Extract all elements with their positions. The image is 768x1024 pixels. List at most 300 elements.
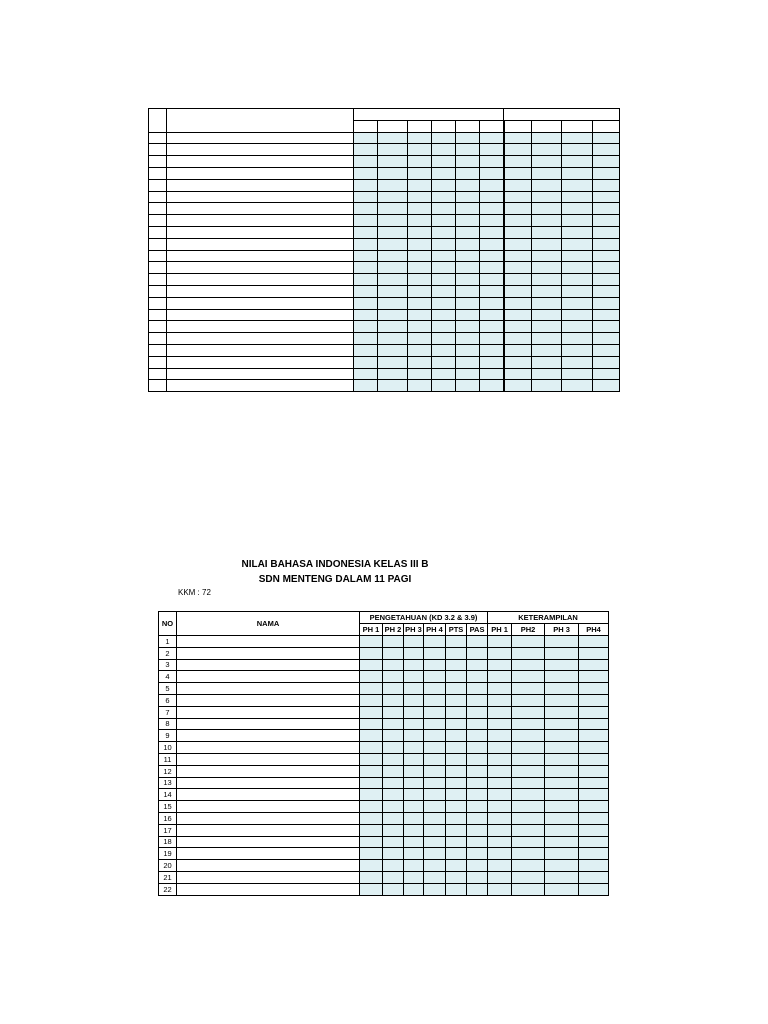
score-cell (424, 801, 446, 813)
row-number: 21 (159, 871, 177, 883)
row-number: 12 (159, 765, 177, 777)
row-number: 13 (159, 777, 177, 789)
blank-no-cell (149, 274, 167, 286)
score-cell (360, 765, 383, 777)
score-cell (424, 765, 446, 777)
score-cell (488, 659, 512, 671)
blank-score-cell (432, 179, 456, 191)
score-cell (360, 706, 383, 718)
blank-name-cell (167, 203, 354, 215)
score-cell (446, 789, 467, 801)
header-pengetahuan-ph3: PH 3 (405, 625, 422, 634)
score-cell (383, 765, 404, 777)
score-cell (360, 718, 383, 730)
blank-score-cell (354, 344, 378, 356)
score-cell (446, 683, 467, 695)
blank-score-cell (432, 156, 456, 168)
blank-table-row (149, 368, 620, 380)
blank-score-cell (378, 356, 408, 368)
score-cell (383, 730, 404, 742)
row-number: 5 (159, 683, 177, 695)
score-cell (512, 671, 545, 683)
blank-score-cell (504, 333, 532, 345)
score-cell (512, 883, 545, 895)
blank-score-cell (593, 309, 620, 321)
grade-table-row (159, 860, 609, 872)
blank-score-cell (593, 203, 620, 215)
blank-name-cell (167, 167, 354, 179)
blank-score-cell (504, 380, 532, 392)
blank-score-cell (562, 380, 593, 392)
blank-no-cell (149, 144, 167, 156)
score-cell (467, 860, 488, 872)
blank-score-cell (504, 156, 532, 168)
score-cell (446, 765, 467, 777)
blank-no-cell (149, 333, 167, 345)
header-pengetahuan-ph4: PH 4 (424, 624, 446, 636)
score-cell (404, 812, 424, 824)
blank-score-cell (408, 285, 432, 297)
header-no: NO (159, 612, 177, 636)
row-number: 11 (159, 753, 177, 765)
score-cell (579, 647, 609, 659)
score-cell (383, 848, 404, 860)
score-cell (360, 753, 383, 765)
blank-subheader (504, 120, 532, 132)
score-cell (424, 836, 446, 848)
blank-score-cell (562, 250, 593, 262)
blank-score-cell (504, 368, 532, 380)
student-name-cell (177, 659, 360, 671)
blank-score-cell (354, 226, 378, 238)
blank-score-cell (562, 321, 593, 333)
score-cell (512, 871, 545, 883)
blank-score-cell (408, 297, 432, 309)
blank-score-cell (432, 144, 456, 156)
blank-score-cell (480, 297, 504, 309)
score-cell (467, 753, 488, 765)
student-name-cell (177, 671, 360, 683)
score-cell (579, 730, 609, 742)
blank-subheader (408, 120, 432, 132)
blank-score-cell (408, 250, 432, 262)
blank-score-cell (480, 274, 504, 286)
blank-score-cell (593, 226, 620, 238)
blank-score-cell (354, 203, 378, 215)
blank-score-cell (562, 309, 593, 321)
blank-table-row (149, 226, 620, 238)
blank-score-cell (562, 144, 593, 156)
score-cell (446, 753, 467, 765)
score-cell (404, 683, 424, 695)
score-cell (383, 812, 404, 824)
score-cell (545, 777, 579, 789)
score-cell (404, 753, 424, 765)
blank-score-cell (532, 368, 562, 380)
blank-name-cell (167, 132, 354, 144)
blank-score-cell (593, 368, 620, 380)
score-cell (424, 647, 446, 659)
grade-table-row (159, 742, 609, 754)
blank-score-cell (504, 132, 532, 144)
blank-table-row (149, 333, 620, 345)
header-nama: NAMA (177, 612, 360, 636)
row-number: 16 (159, 812, 177, 824)
blank-score-cell (408, 203, 432, 215)
grade-header-row-1 (159, 612, 609, 624)
score-cell (446, 871, 467, 883)
blank-score-cell (593, 380, 620, 392)
score-cell (579, 765, 609, 777)
student-name-cell (177, 777, 360, 789)
blank-header-nama (167, 109, 354, 133)
grade-table-row (159, 836, 609, 848)
score-cell (488, 636, 512, 648)
blank-subheader (593, 120, 620, 132)
blank-score-cell (432, 226, 456, 238)
blank-name-cell (167, 226, 354, 238)
blank-table-row (149, 144, 620, 156)
score-cell (579, 824, 609, 836)
score-cell (383, 836, 404, 848)
score-cell (424, 671, 446, 683)
score-cell (424, 871, 446, 883)
blank-name-cell (167, 179, 354, 191)
blank-score-cell (562, 356, 593, 368)
blank-table-row (149, 380, 620, 392)
student-name-cell (177, 848, 360, 860)
score-cell (404, 765, 424, 777)
blank-score-cell (432, 238, 456, 250)
blank-score-cell (480, 167, 504, 179)
score-cell (360, 694, 383, 706)
blank-table-row (149, 321, 620, 333)
score-cell (488, 706, 512, 718)
score-cell (383, 706, 404, 718)
blank-name-cell (167, 238, 354, 250)
blank-score-cell (354, 144, 378, 156)
blank-score-cell (562, 167, 593, 179)
score-cell (446, 824, 467, 836)
score-cell (488, 765, 512, 777)
score-cell (446, 718, 467, 730)
grade-table-row (159, 883, 609, 895)
grade-table-row (159, 659, 609, 671)
blank-score-cell (378, 215, 408, 227)
blank-subheader (378, 120, 408, 132)
score-cell (424, 753, 446, 765)
blank-score-cell (480, 215, 504, 227)
blank-no-cell (149, 226, 167, 238)
blank-score-cell (456, 238, 480, 250)
score-cell (512, 753, 545, 765)
blank-score-cell (504, 179, 532, 191)
blank-score-cell (562, 191, 593, 203)
score-cell (467, 718, 488, 730)
blank-score-cell (504, 321, 532, 333)
blank-score-cell (432, 285, 456, 297)
score-cell (467, 730, 488, 742)
score-cell (467, 848, 488, 860)
blank-score-cell (354, 285, 378, 297)
blank-score-cell (354, 309, 378, 321)
row-number: 19 (159, 848, 177, 860)
blank-no-cell (149, 262, 167, 274)
blank-score-cell (504, 356, 532, 368)
score-cell (467, 636, 488, 648)
score-cell (545, 718, 579, 730)
score-cell (488, 848, 512, 860)
score-cell (360, 671, 383, 683)
blank-table-row (149, 344, 620, 356)
blank-score-cell (480, 333, 504, 345)
score-cell (488, 883, 512, 895)
score-cell (404, 801, 424, 813)
blank-score-cell (408, 321, 432, 333)
blank-table-row (149, 356, 620, 368)
row-number: 1 (159, 636, 177, 648)
score-cell (360, 647, 383, 659)
blank-score-cell (456, 226, 480, 238)
score-cell (383, 871, 404, 883)
score-cell (579, 659, 609, 671)
blank-score-cell (408, 333, 432, 345)
blank-score-cell (378, 167, 408, 179)
blank-score-cell (504, 297, 532, 309)
blank-score-cell (456, 250, 480, 262)
blank-score-cell (532, 179, 562, 191)
score-cell (512, 801, 545, 813)
blank-score-cell (456, 285, 480, 297)
score-cell (360, 871, 383, 883)
blank-no-cell (149, 179, 167, 191)
blank-score-cell (432, 368, 456, 380)
blank-table-row (149, 285, 620, 297)
blank-score-cell (480, 203, 504, 215)
blank-score-cell (532, 203, 562, 215)
header-keterampilan: KETERAMPILAN (488, 612, 609, 624)
kkm-label: KKM : 72 (178, 588, 211, 597)
score-cell (404, 647, 424, 659)
student-name-cell (177, 812, 360, 824)
blank-score-cell (354, 215, 378, 227)
blank-table-row (149, 167, 620, 179)
score-cell (424, 694, 446, 706)
blank-score-cell (456, 356, 480, 368)
blank-score-cell (408, 309, 432, 321)
blank-score-cell (532, 191, 562, 203)
row-number: 15 (159, 801, 177, 813)
blank-name-cell (167, 380, 354, 392)
score-cell (404, 694, 424, 706)
blank-score-cell (408, 368, 432, 380)
blank-score-cell (354, 356, 378, 368)
blank-score-cell (532, 321, 562, 333)
score-cell (545, 848, 579, 860)
score-cell (446, 706, 467, 718)
blank-score-cell (532, 380, 562, 392)
blank-no-cell (149, 156, 167, 168)
blank-score-cell (593, 215, 620, 227)
blank-header-group-2 (504, 109, 620, 121)
blank-score-cell (532, 167, 562, 179)
blank-score-cell (378, 156, 408, 168)
score-cell (579, 683, 609, 695)
blank-name-cell (167, 356, 354, 368)
blank-name-cell (167, 321, 354, 333)
blank-score-cell (593, 321, 620, 333)
blank-score-cell (504, 309, 532, 321)
blank-score-cell (532, 215, 562, 227)
blank-score-cell (432, 215, 456, 227)
score-cell (383, 801, 404, 813)
score-cell (424, 812, 446, 824)
header-keterampilan-ph2: PH2 (512, 624, 545, 636)
student-name-cell (177, 871, 360, 883)
blank-score-cell (432, 262, 456, 274)
score-cell (383, 671, 404, 683)
blank-score-cell (480, 285, 504, 297)
blank-score-cell (456, 321, 480, 333)
score-cell (512, 636, 545, 648)
blank-score-cell (532, 144, 562, 156)
header-pengetahuan-ph2: PH 2 (383, 624, 404, 636)
score-cell (545, 636, 579, 648)
score-cell (545, 801, 579, 813)
blank-score-cell (456, 203, 480, 215)
blank-score-cell (504, 274, 532, 286)
score-cell (404, 883, 424, 895)
blank-score-cell (480, 321, 504, 333)
blank-score-cell (378, 297, 408, 309)
blank-name-cell (167, 215, 354, 227)
blank-score-cell (593, 285, 620, 297)
blank-subheader (354, 120, 378, 132)
score-cell (360, 789, 383, 801)
blank-score-cell (504, 344, 532, 356)
score-cell (545, 753, 579, 765)
score-cell (467, 765, 488, 777)
blank-score-cell (408, 156, 432, 168)
blank-score-cell (504, 191, 532, 203)
score-cell (512, 789, 545, 801)
score-cell (467, 883, 488, 895)
blank-name-cell (167, 285, 354, 297)
student-name-cell (177, 636, 360, 648)
blank-score-cell (378, 250, 408, 262)
blank-score-cell (354, 250, 378, 262)
blank-score-cell (354, 156, 378, 168)
score-cell (545, 647, 579, 659)
score-cell (446, 836, 467, 848)
score-cell (467, 871, 488, 883)
score-cell (404, 742, 424, 754)
row-number: 9 (159, 730, 177, 742)
score-cell (467, 789, 488, 801)
blank-score-cell (432, 321, 456, 333)
blank-score-cell (480, 238, 504, 250)
blank-no-cell (149, 215, 167, 227)
blank-table-row (149, 309, 620, 321)
student-name-cell (177, 683, 360, 695)
score-cell (512, 706, 545, 718)
score-cell (360, 742, 383, 754)
blank-score-cell (378, 274, 408, 286)
blank-score-cell (593, 156, 620, 168)
blank-subheader (532, 120, 562, 132)
score-cell (545, 812, 579, 824)
score-cell (360, 659, 383, 671)
blank-no-cell (149, 238, 167, 250)
score-cell (446, 742, 467, 754)
blank-no-cell (149, 132, 167, 144)
blank-score-cell (456, 262, 480, 274)
blank-score-cell (354, 321, 378, 333)
grade-table-row (159, 694, 609, 706)
score-cell (383, 694, 404, 706)
score-cell (424, 636, 446, 648)
blank-score-cell (354, 380, 378, 392)
blank-score-cell (480, 368, 504, 380)
blank-score-cell (504, 215, 532, 227)
score-cell (545, 824, 579, 836)
score-cell (424, 777, 446, 789)
blank-score-cell (480, 309, 504, 321)
score-cell (545, 683, 579, 695)
score-cell (424, 742, 446, 754)
student-name-cell (177, 765, 360, 777)
row-number: 10 (159, 742, 177, 754)
blank-score-cell (456, 309, 480, 321)
row-number: 17 (159, 824, 177, 836)
score-cell (404, 718, 424, 730)
blank-score-cell (408, 144, 432, 156)
score-cell (488, 718, 512, 730)
score-cell (467, 647, 488, 659)
score-cell (360, 824, 383, 836)
score-cell (545, 671, 579, 683)
blank-no-cell (149, 203, 167, 215)
blank-score-cell (432, 132, 456, 144)
score-cell (446, 694, 467, 706)
score-cell (467, 836, 488, 848)
score-cell (383, 647, 404, 659)
score-cell (579, 742, 609, 754)
header-keterampilan-ph4: PH4 (579, 624, 609, 636)
blank-score-cell (456, 179, 480, 191)
blank-header-row-1 (149, 109, 620, 121)
row-number: 3 (159, 659, 177, 671)
blank-score-cell (480, 356, 504, 368)
score-cell (579, 671, 609, 683)
blank-score-cell (456, 274, 480, 286)
blank-score-cell (504, 203, 532, 215)
score-cell (545, 706, 579, 718)
score-cell (545, 659, 579, 671)
blank-score-cell (504, 238, 532, 250)
blank-score-cell (480, 144, 504, 156)
blank-name-cell (167, 309, 354, 321)
score-cell (360, 683, 383, 695)
blank-name-cell (167, 262, 354, 274)
grade-table (158, 611, 609, 896)
blank-score-cell (504, 285, 532, 297)
score-cell (424, 789, 446, 801)
score-cell (545, 860, 579, 872)
score-cell (488, 836, 512, 848)
student-name-cell (177, 647, 360, 659)
score-cell (404, 848, 424, 860)
